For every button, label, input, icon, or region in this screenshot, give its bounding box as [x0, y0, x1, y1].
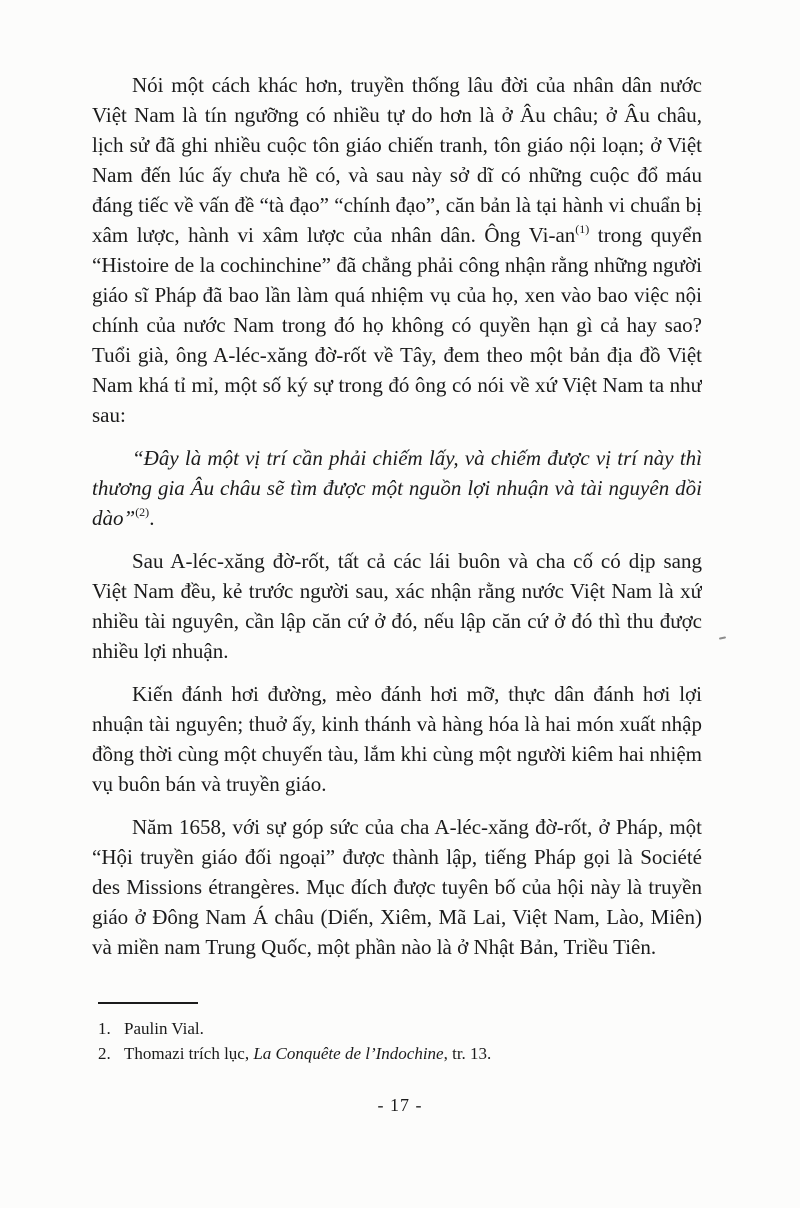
footnote-1-text: Paulin Vial. — [124, 1019, 204, 1038]
footnote-2-book-title: La Conquête de l’Indochine — [253, 1044, 444, 1063]
scan-artifact-mark — [719, 636, 726, 639]
paragraph-1 — [92, 70, 702, 430]
quote-text: “Đây là một vị trí cần phải chiếm lấy, và chiếm được vị trí này thì thương gia Âu châu sẽ tìm được một nguồn lợi nhuận và tài nguyên dồi dào” — [92, 446, 702, 530]
paragraph-4: Kiến đánh hơi đường, mèo đánh hơi mỡ, thực dân đánh hơi lợi nhuận tài nguyên; thuở ấy, kinh thánh và hàng hóa là hai món xuất nhập đồng thời cùng một chuyến tàu, lắm khi cùng một người kiêm hai nhiệm vụ buôn bán và truyền giáo. — [92, 682, 702, 796]
footnote-1 — [98, 1016, 702, 1041]
footnote-ref-1: (1) — [575, 222, 590, 236]
block-quote — [92, 443, 702, 533]
paragraph-5: Năm 1658, với sự góp sức của cha A-léc-xăng đờ-rốt, ở Pháp, một “Hội truyền giáo đối ngoại” được thành lập, tiếng Pháp gọi là Société des Missions étrangères. Mục đích được tuyên bố của hội này là truyền giáo ở Đông Nam Á châu (Diến, Xiêm, Mã Lai, Việt Nam, Lào, Miên) và miền nam Trung Quốc, một phần nào là ở Nhật Bản, Triều Tiên. — [92, 815, 702, 959]
page-number: - 17 - — [377, 1095, 423, 1115]
footnote-separator-rule — [98, 1002, 198, 1004]
footnote-1-marker: 1. — [98, 1019, 111, 1038]
quote-end-punctuation: . — [149, 506, 155, 530]
footnotes-section — [98, 1002, 702, 1066]
footnote-2-marker: 2. — [98, 1044, 111, 1063]
footnote-2-text-b: , tr. 13. — [443, 1044, 492, 1063]
footnote-ref-2: (2) — [135, 505, 150, 519]
footnote-2-text-a: Thomazi trích lục, — [124, 1044, 254, 1063]
paragraph-1-text-a: Nói một cách khác hơn, truyền thống lâu đời của nhân dân nước Việt Nam là tín ngưỡng có nhiều tự do hơn là ở Âu châu; ở Âu châu, lịch sử đã ghi nhiều cuộc tôn giáo chiến tranh, tôn giáo nội loạn; ở Việt Nam đến lúc ấy chưa hề có, và sau này sở dĩ có những cuộc đổ máu đáng tiếc về vấn đề “tà đạo” “chính đạo”, căn bản là tại hành vi chuẩn bị xâm lược, hành vi xâm lược của nhân dân. Ông Vi-an — [92, 73, 702, 247]
paragraph-1-text-b: trong quyển “Histoire de la cochinchine” đã chẳng phải công nhận rằng những người giáo sĩ Pháp đã bao lần làm quá nhiệm vụ của họ, xen vào bao việc nội chính của nước Nam trong đó họ không có quyền hạn gì cả hay sao? Tuổi già, ông A-léc-xăng đờ-rốt về Tây, đem theo một bản địa đồ Việt Nam khá tỉ mỉ, một số ký sự trong đó ông có nói về xứ Việt Nam ta như sau: — [92, 223, 702, 427]
footnote-2-text — [124, 1041, 491, 1066]
page-body-text — [92, 70, 702, 1002]
paragraph-3: Sau A-léc-xăng đờ-rốt, tất cả các lái buôn và cha cố có dịp sang Việt Nam đều, kẻ trước người sau, xác nhận rằng nước Việt Nam là xứ nhiều tài nguyên, cần lập căn cứ ở đó, nếu lập căn cứ ở đó thì thu được nhiều lợi nhuận. — [92, 549, 702, 663]
footnote-2 — [98, 1041, 702, 1066]
